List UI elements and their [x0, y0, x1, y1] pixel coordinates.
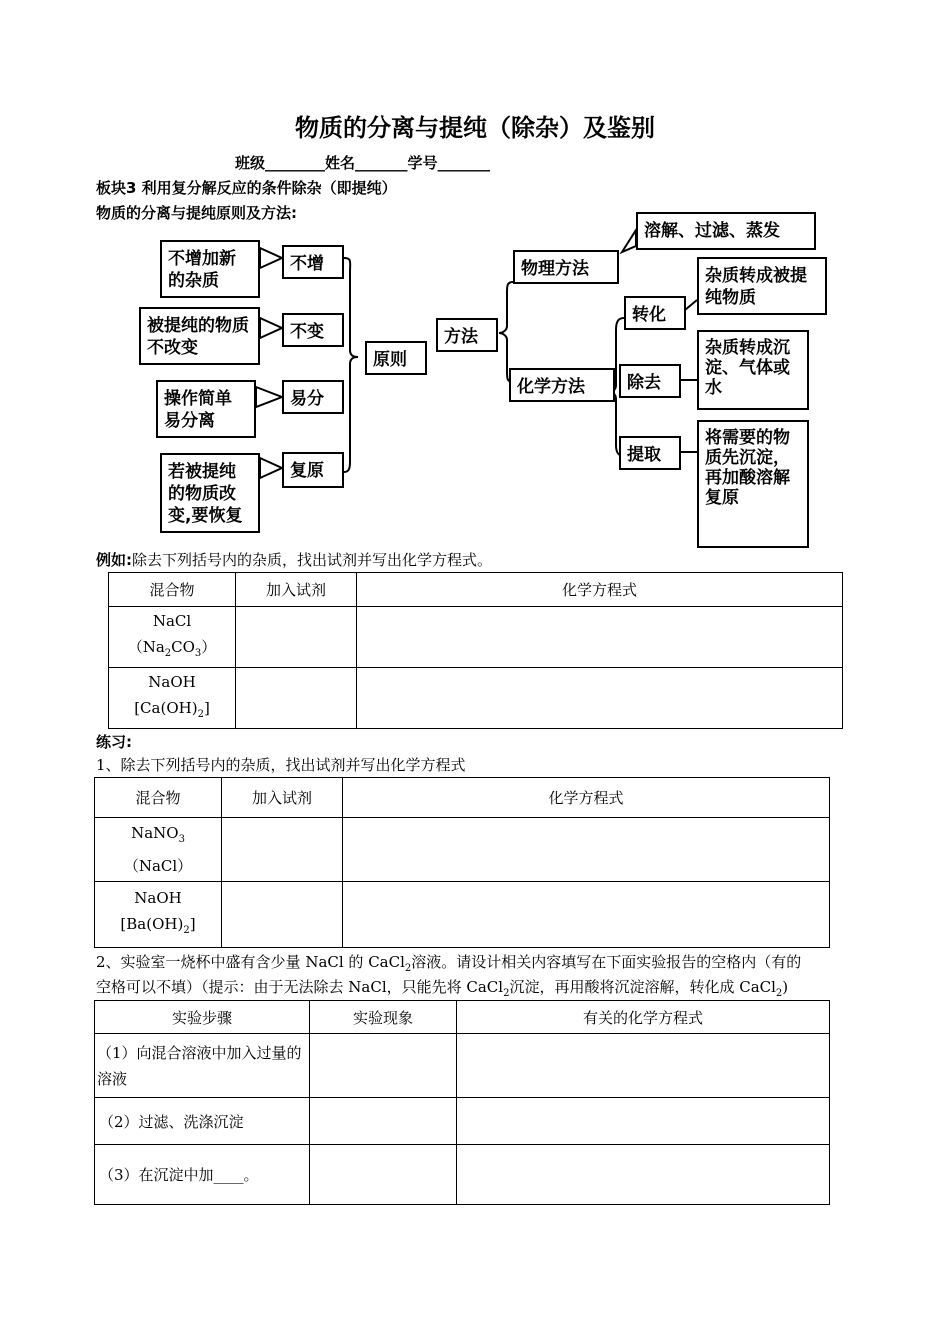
chem-convert: 转化	[624, 296, 686, 330]
header-equation: 化学方程式	[343, 778, 830, 818]
header-reagent: 加入试剂	[236, 573, 357, 607]
header-mixture: 混合物	[95, 778, 222, 818]
step-cell: （2）过滤、洗涤沉淀	[95, 1098, 310, 1145]
table-row	[109, 607, 843, 668]
section-heading: 板块3 利用复分解反应的条件除杂（即提纯）	[96, 179, 397, 197]
page-title: 物质的分离与提纯（除杂）及鉴别	[295, 114, 655, 142]
equation-cell[interactable]	[357, 668, 843, 729]
equation-cell[interactable]	[457, 1145, 830, 1205]
question-2-line2: 空格可以不填）（提示：由于无法除去 NaCl，只能先将 CaCl$_2$沉淀，再用酸将沉淀溶解，转化成 CaCl$_2$)	[96, 978, 789, 999]
reagent-cell[interactable]	[222, 818, 343, 882]
question-1: 1、除去下列括号内的杂质，找出试剂并写出化学方程式	[96, 756, 466, 774]
experiment-table	[94, 1000, 830, 1205]
header-step: 实验步骤	[95, 1001, 310, 1034]
table-row	[95, 1034, 830, 1098]
phenomenon-cell[interactable]	[310, 1034, 457, 1098]
phenomenon-cell[interactable]	[310, 1145, 457, 1205]
step-cell: （1）向混合溶液中加入过量的溶液	[95, 1034, 310, 1098]
chemical-method: 化学方法	[509, 368, 615, 402]
equation-cell[interactable]	[457, 1034, 830, 1098]
example-intro: 例如:除去下列括号内的杂质，找出试剂并写出化学方程式。	[96, 551, 493, 569]
detail-convert: 杂质转成被提纯物质	[697, 257, 827, 315]
header-mixture: 混合物	[109, 573, 236, 607]
principle-easy-separate: 易分	[282, 380, 344, 414]
physical-method: 物理方法	[513, 250, 619, 284]
reagent-cell[interactable]	[236, 607, 357, 668]
practice-label: 练习:	[96, 733, 132, 751]
phenomenon-cell[interactable]	[310, 1098, 457, 1145]
chem-remove: 除去	[619, 364, 681, 398]
reagent-cell[interactable]	[236, 668, 357, 729]
physical-detail: 溶解、过滤、蒸发	[636, 212, 816, 250]
table-row	[95, 1098, 830, 1145]
equation-cell[interactable]	[357, 607, 843, 668]
detail-remove: 杂质转成沉淀、气体或水	[697, 330, 809, 410]
method-node: 方法	[436, 318, 498, 352]
detail-extract: 将需要的物质先沉淀，再加酸溶解复原	[697, 420, 809, 548]
header-equation: 有关的化学方程式	[457, 1001, 830, 1034]
principle-heading: 物质的分离与提纯原则及方法:	[96, 204, 297, 222]
equation-cell[interactable]	[343, 818, 830, 882]
practice-table	[94, 777, 830, 948]
root-principle: 原则	[365, 341, 427, 375]
mixture-cell: NaOH $[Ca(OH)_2]$	[109, 668, 236, 729]
note-unchanged: 被提纯的物质不改变	[139, 307, 260, 365]
question-2-line1: 2、实验室一烧杯中盛有含少量 NaCl 的 CaCl$_2$溶液。请设计相关内容填写在下面实验报告的空格内（有的	[96, 953, 802, 974]
example-table	[108, 572, 843, 729]
table-row	[95, 818, 830, 882]
chem-extract: 提取	[619, 436, 681, 470]
header-equation: 化学方程式	[357, 573, 843, 607]
mixture-cell: NaOH $[Ba(OH)_2]$	[95, 882, 222, 948]
principle-no-increase: 不增	[282, 245, 344, 279]
table-row	[95, 1145, 830, 1205]
reagent-cell[interactable]	[222, 882, 343, 948]
note-no-new-impurity: 不增加新的杂质	[160, 240, 260, 298]
step-cell: （3）在沉淀中加____。	[95, 1145, 310, 1205]
table-row	[109, 668, 843, 729]
principle-restore: 复原	[282, 452, 344, 488]
principle-no-change: 不变	[282, 313, 344, 347]
note-easy-separate: 操作简单易分离	[156, 380, 256, 438]
header-phenomenon: 实验现象	[310, 1001, 457, 1034]
equation-cell[interactable]	[457, 1098, 830, 1145]
header-fields: 班级________姓名_______学号_______	[235, 154, 491, 172]
mixture-cell: NaNO$_3$ （NaCl）	[95, 818, 222, 882]
note-restore: 若被提纯的物质改变,要恢复	[160, 453, 260, 533]
table-row	[95, 882, 830, 948]
equation-cell[interactable]	[343, 882, 830, 948]
header-reagent: 加入试剂	[222, 778, 343, 818]
mixture-cell: NaCl $(Na_2CO_3)$	[109, 607, 236, 668]
